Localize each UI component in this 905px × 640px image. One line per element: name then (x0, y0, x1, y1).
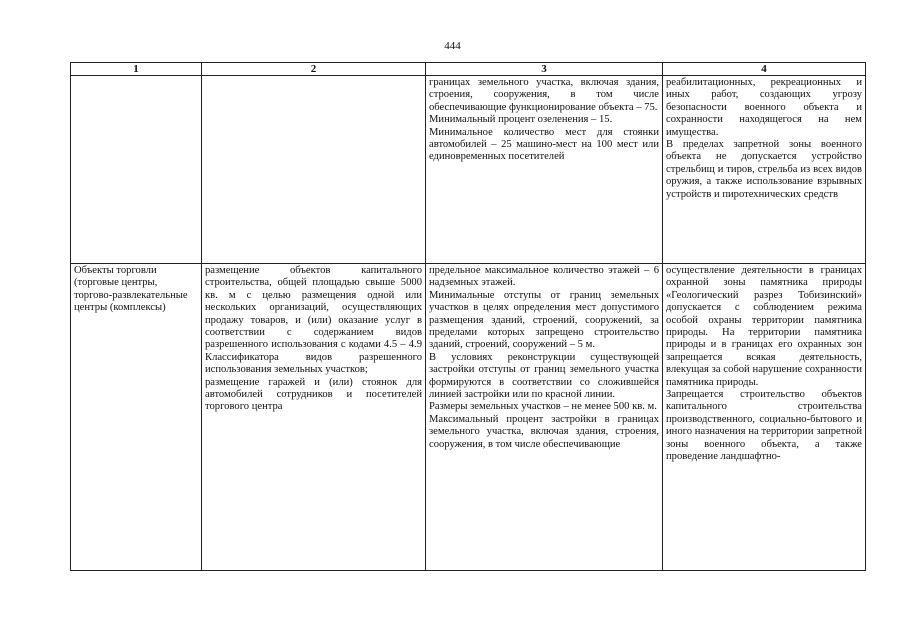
column-header-1: 1 (71, 63, 202, 76)
cell-parameters (426, 264, 663, 571)
paragraph: Запрещается строительство объектов капитального строительства производственного, социально-бытового и иного назначения на территории запретной зоны военного объекта, а также проведение ландшафтно- (666, 389, 862, 463)
paragraph: В условиях реконструкции существующей застройки отступы от границ земельного участка формируются в соответствии со сложившейся линией застройки или по красной линии. (429, 351, 659, 401)
paragraph: Размеры земельных участков – не менее 500 кв. м. (429, 401, 657, 413)
paragraph: осуществление деятельности в границах охранной зоны памятника природы «Геологический разрез Тобизинский» допускается с соблюдением режима особой охраны территории памятника природы. На территории памятника природы и в границах его охранных зон запрещается всякая деятельность, влекущая за собой нарушение сохранности памятника природы. (666, 265, 862, 388)
paragraph: границах земельного участка, включая здания, строения, сооружения, в том числе обеспечивающие функционирование объекта – 75. (429, 77, 659, 113)
paragraph: Максимальный процент застройки в границах земельного участка, включая здания, строения, сооружения, в том числе обеспечивающие (429, 413, 659, 450)
cell-permitted-use (202, 264, 426, 571)
paragraph: Минимальное количество мест для стоянки автомобилей – 25 машино-мест на 100 мест или единовременных посетителей (429, 126, 659, 163)
paragraph: размещение гаражей и (или) стоянок для автомобилей сотрудников и посетителей торгового центра (205, 376, 422, 413)
cell-permitted-use (202, 76, 426, 264)
column-header-2: 2 (202, 63, 426, 76)
cell-parameters (426, 76, 663, 264)
cell-object-type (71, 264, 202, 571)
cell-object-type (71, 76, 202, 264)
column-header-3: 3 (426, 63, 663, 76)
paragraph: В пределах запретной зоны военного объекта не допускается устройство стрельбищ и тиров, стрельба из всех видов оружия, а также использование взрывных устройств и пиротехнических средств (666, 139, 862, 200)
paragraph: реабилитационных, рекреационных и иных работ, создающих угрозу безопасности военного объекта и сохранности находящегося на нем имущества. (666, 77, 862, 138)
page-number: 444 (444, 40, 461, 52)
column-header-4: 4 (663, 63, 866, 76)
table-row (71, 76, 866, 264)
paragraph: предельное максимальное количество этажей – 6 надземных этажей. (429, 265, 659, 289)
regulations-table (70, 62, 866, 571)
paragraph: размещение объектов капитального строительства, общей площадью свыше 5000 кв. м с целью размещения одной или нескольких организаций, осуществляющих продажу товаров, и (или) оказание услуг в соответствии с содержанием видов разрешенного использования с кодами 4.5 – 4.9 Классификатора видов разрешенного использования земельных участков; (205, 265, 422, 376)
table-row (71, 264, 866, 571)
cell-restrictions (663, 76, 866, 264)
paragraph: Минимальные отступы от границ земельных участков в целях определения мест допустимого размещения зданий, строений, сооружений, за пределами которых запрещено строительство зданий, строений, сооружений – 5 м. (429, 289, 659, 351)
cell-restrictions (663, 264, 866, 571)
table-header-row (71, 63, 866, 76)
paragraph: Объекты торговли (торговые центры, торгово-развлекательные центры (комплексы) (74, 265, 188, 314)
paragraph: Минимальный процент озеленения – 15. (429, 114, 613, 126)
